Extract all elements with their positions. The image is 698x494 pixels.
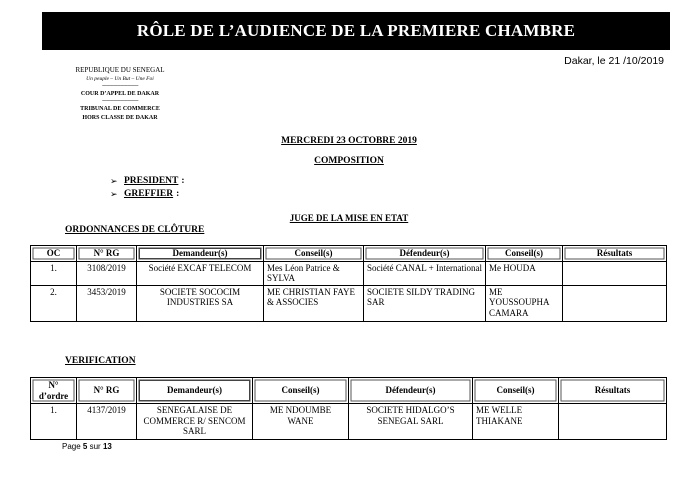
composition-list [110, 175, 185, 201]
table-row [31, 404, 667, 440]
composition-item-president [110, 175, 185, 188]
cell-demandeur: SENEGALAISE DE COMMERCE R/ SENCOM SARL [137, 404, 253, 440]
section-title-verification: VERIFICATION [65, 356, 136, 366]
court-name: COUR D’APPEL DE DAKAR [80, 91, 160, 97]
composition-item-greffier [110, 188, 185, 201]
cell-defendeur: SOCIETE HIDALGO’S SENEGAL SARL [349, 404, 473, 440]
col-header-conseil: Conseil(s) [473, 378, 559, 404]
cell-rg: 4137/2019 [77, 404, 137, 440]
cell-defendeur: SOCIETE SILDY TRADING SAR [364, 285, 486, 321]
col-header-resultats: Résultats [563, 246, 667, 262]
col-header-conseil: Conseil(s) [486, 246, 563, 262]
page-label: Page [62, 442, 81, 451]
hearing-date: MERCREDI 23 OCTOBRE 2019 [281, 136, 417, 146]
arrow-bullet-icon: ➢ [110, 176, 118, 186]
judge-title: JUGE DE LA MISE EN ETAT [289, 213, 409, 223]
col-header-demandeur: Demandeur(s) [137, 378, 253, 404]
col-header-rg: N° RG [77, 246, 137, 262]
cell-number: 2. [31, 285, 77, 321]
tribunal-name-line1: TRIBUNAL DE COMMERCE [80, 106, 160, 112]
date-line: Dakar, le 21 /10/2019 [564, 55, 664, 67]
composition-label: PRESIDENT [124, 176, 179, 186]
col-header-ordre: N° d’ordre [31, 378, 77, 404]
cell-conseil: ME WELLE THIAKANE [473, 404, 559, 440]
table-row [31, 261, 667, 285]
cell-conseil: Me HOUDA [486, 261, 563, 285]
table-row [31, 285, 667, 321]
cell-rg: 3453/2019 [77, 285, 137, 321]
composition-label: GREFFIER [124, 189, 174, 199]
institution-header [62, 66, 178, 123]
table-header-row [31, 378, 667, 404]
separator-dots: ------------------------------- [101, 84, 139, 89]
cell-resultats [563, 285, 667, 321]
cell-conseil: ME YOUSSOUPHA CAMARA [486, 285, 563, 321]
composition-colon: : [181, 176, 185, 186]
composition-colon: : [176, 189, 180, 199]
republic-name: REPUBLIQUE DU SENEGAL [75, 66, 165, 74]
cell-conseil: ME NDOUMBE WANE [253, 404, 349, 440]
cell-defendeur: Société CANAL + International [364, 261, 486, 285]
cell-conseil: Mes Léon Patrice & SYLVA [264, 261, 364, 285]
page-number: 5 [82, 442, 88, 451]
cell-conseil: ME CHRISTIAN FAYE & ASSOCIES [264, 285, 364, 321]
cell-demandeur: SOCIETE SOCOCIM INDUSTRIES SA [137, 285, 264, 321]
arrow-bullet-icon: ➢ [110, 189, 118, 199]
col-header-resultats: Résultats [559, 378, 667, 404]
national-motto: Un peuple – Un But – Une Foi [86, 76, 154, 82]
section-title-ordonnances: ORDONNANCES DE CLÔTURE [65, 225, 205, 235]
cell-number: 1. [31, 261, 77, 285]
document-title-banner: RÔLE DE L’AUDIENCE DE LA PREMIERE CHAMBRE [42, 12, 670, 50]
col-header-demandeur: Demandeur(s) [137, 246, 264, 262]
separator-dots: ------------------------------- [101, 99, 139, 104]
col-header-defendeur: Défendeur(s) [349, 378, 473, 404]
cell-resultats [559, 404, 667, 440]
col-header-oc: OC [31, 246, 77, 262]
page-total: 13 [102, 442, 112, 451]
cell-rg: 3108/2019 [77, 261, 137, 285]
cell-demandeur: Société EXCAF TELECOM [137, 261, 264, 285]
page-sep: sur [89, 442, 101, 451]
tribunal-name-line2: HORS CLASSE DE DAKAR [82, 115, 158, 121]
page-footer [62, 442, 112, 451]
col-header-rg: N° RG [77, 378, 137, 404]
col-header-conseil: Conseil(s) [253, 378, 349, 404]
col-header-defendeur: Défendeur(s) [364, 246, 486, 262]
cell-resultats [563, 261, 667, 285]
verification-table [30, 377, 667, 440]
col-header-conseil: Conseil(s) [264, 246, 364, 262]
cell-number: 1. [31, 404, 77, 440]
composition-title: COMPOSITION [314, 156, 384, 166]
table-header-row [31, 246, 667, 262]
ordonnances-table [30, 245, 667, 322]
